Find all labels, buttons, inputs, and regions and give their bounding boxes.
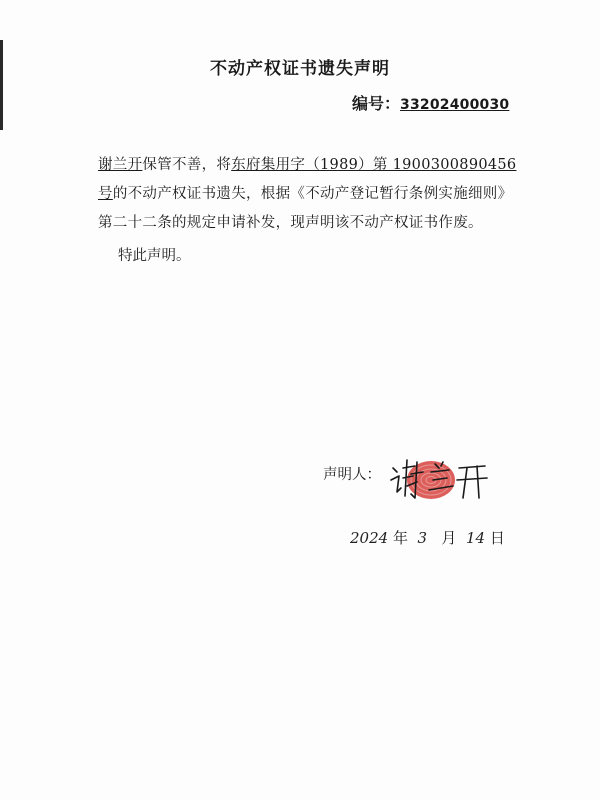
date-year: 2024 — [350, 529, 389, 547]
date-month: 3 — [417, 529, 428, 547]
body-segment-2: 的不动产权证书遗失，根据《不动产登记暂行条例实施细则》第二十二条的规定申请补发，现声明该不动产权证书作废。 — [98, 186, 513, 231]
document-title: 不动产权证书遗失声明 — [210, 59, 390, 79]
statement-body — [98, 151, 518, 238]
date-day: 14 — [465, 529, 486, 547]
body-segment-1: 保管不善，将 — [142, 157, 232, 173]
number-value: 33202400030 — [400, 97, 510, 113]
closing-statement: 特此声明。 — [118, 248, 191, 264]
signature-with-fingerprint — [383, 446, 493, 506]
date-day-unit: 日 — [489, 529, 505, 547]
date-year-unit: 年 — [392, 529, 408, 547]
signing-date — [350, 527, 505, 548]
certificate-number-line — [352, 91, 509, 114]
date-month-unit: 月 — [441, 529, 457, 547]
declarant-label: 声明人： — [323, 467, 381, 483]
certificate-reference: 东府集用字（1989）第 1900300890456 号 — [98, 157, 517, 202]
handwritten-signature — [383, 446, 493, 506]
number-label: 编号： — [352, 94, 401, 113]
owner-name: 谢兰开 — [98, 157, 143, 173]
